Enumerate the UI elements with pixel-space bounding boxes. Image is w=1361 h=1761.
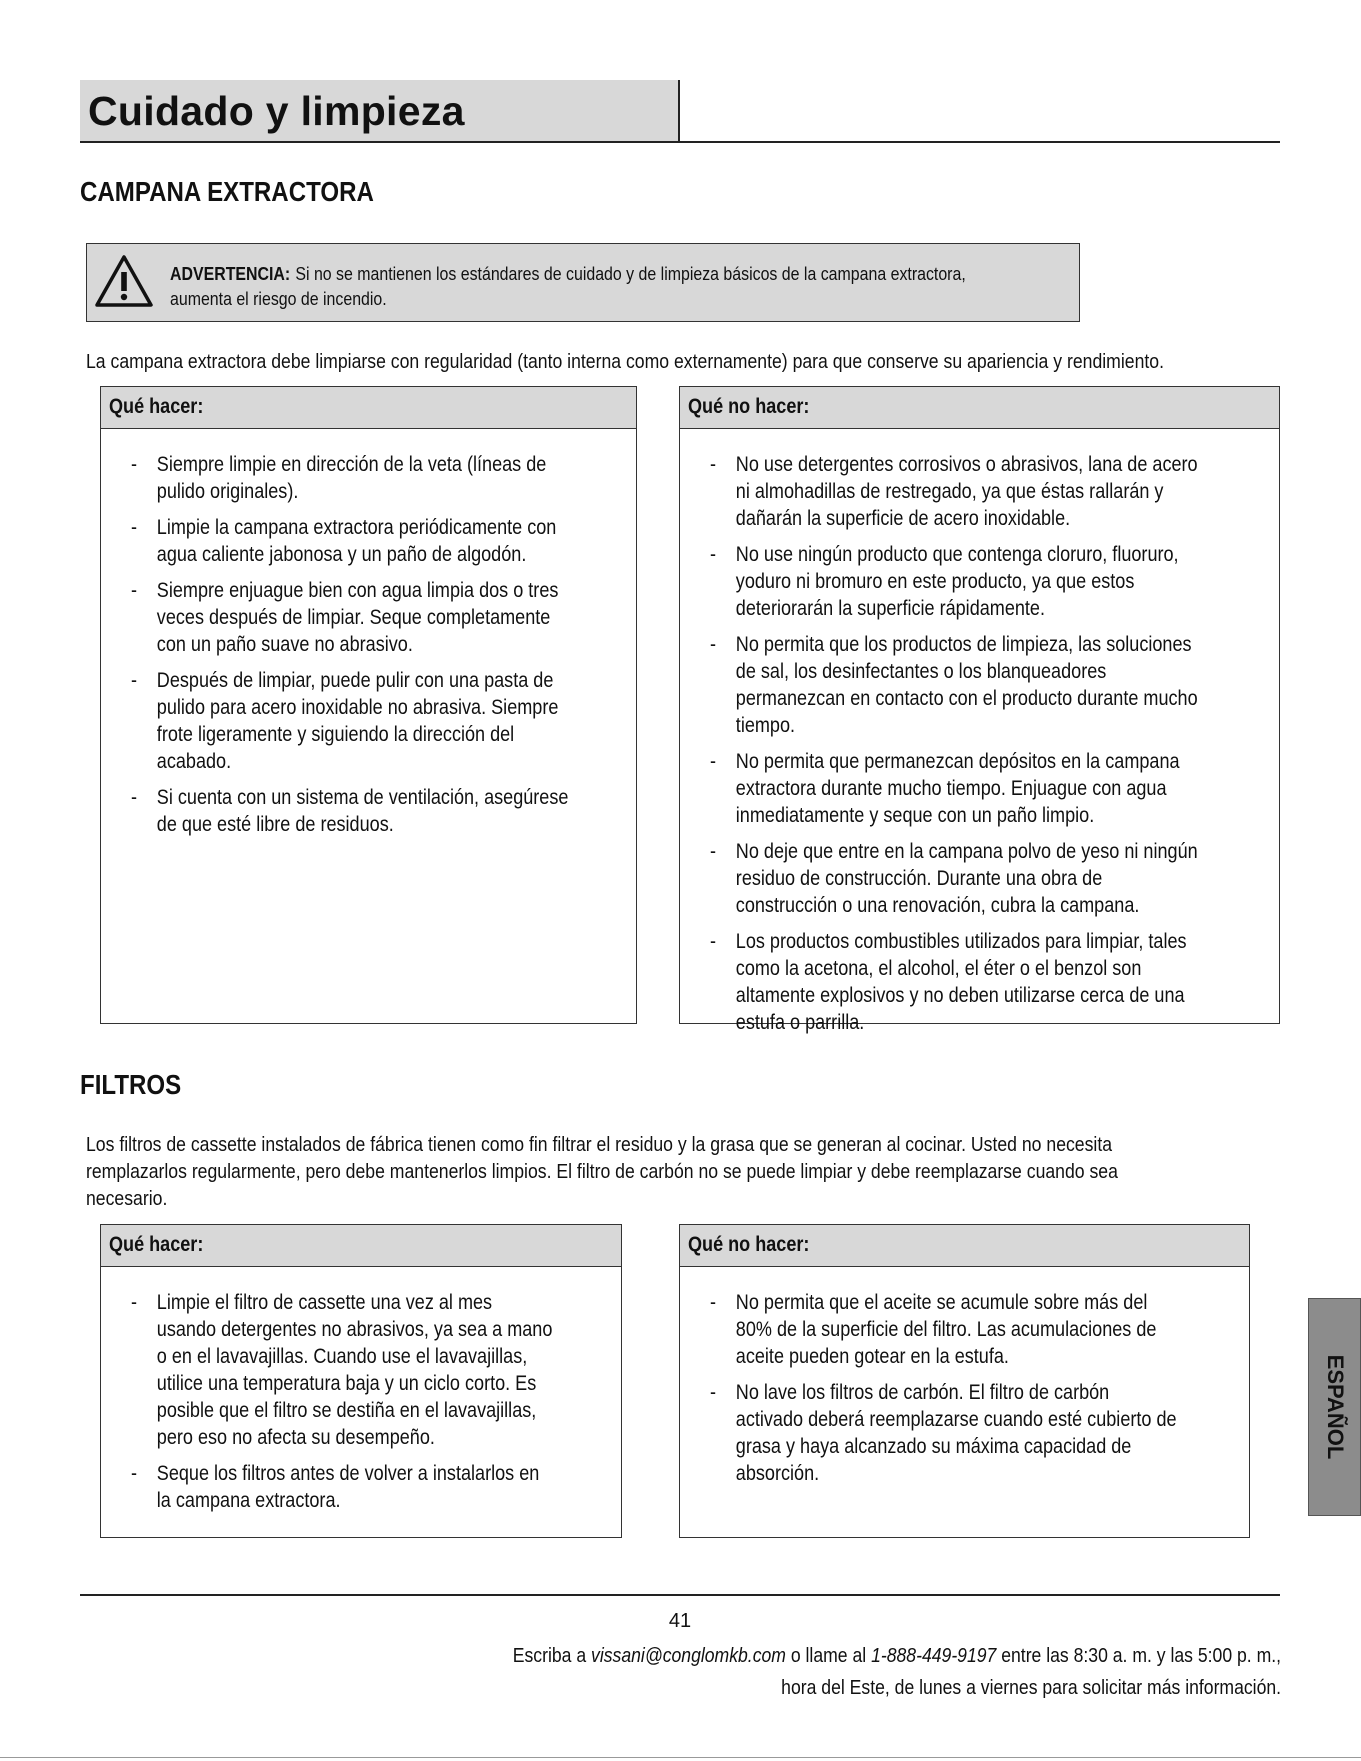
warning-triangle-icon — [93, 252, 155, 310]
warning-box — [86, 243, 1080, 322]
list-item: - No lave los filtros de carbón. El filtro de carbón activado deberá reemplazarse cuando esté cubierto de grasa y haya alcanzado su máxima capacidad de absorción. — [710, 1379, 1180, 1487]
language-tab-label: ESPAÑOL — [1322, 1354, 1348, 1460]
list-item: - Después de limpiar, puede pulir con una pasta de pulido para acero inoxidable no abrasiva. Siempre frote ligeramente y siguiendo la dirección del acabado. — [131, 667, 570, 775]
list-item: - Siempre enjuague bien con agua limpia dos o tres veces después de limpiar. Seque completamente con un paño suave no abrasivo. — [131, 577, 570, 658]
warning-text — [170, 261, 1030, 311]
contact-line-1 — [513, 1642, 1281, 1670]
page-bottom-edge — [0, 1757, 1361, 1758]
warning-label: ADVERTENCIA: — [170, 263, 291, 284]
filters-dont-header — [680, 1225, 1249, 1267]
hood-dont-list — [710, 451, 1288, 1045]
contact-phone[interactable]: 1-888-449-9197 — [871, 1645, 997, 1667]
page-title: Cuidado y limpieza — [88, 88, 465, 134]
filters-do-box — [100, 1224, 622, 1538]
warning-line-2: aumenta el riesgo de incendio. — [170, 288, 387, 309]
hood-do-header — [101, 387, 636, 429]
list-item: - Limpie el filtro de cassette una vez al mes usando detergentes no abrasivos, ya sea a mano o en el lavavajillas. Cuando use el lavavajillas, utilice una temperatura baja y un ciclo corto. Es posible que el filtro se destiña en el lavavajillas, pero eso no afecta su desempeño. — [131, 1289, 556, 1451]
contact-email-link[interactable]: vissani@conglomkb.com — [591, 1645, 786, 1667]
filters-dont-list — [710, 1289, 1257, 1496]
hood-intro-paragraph: La campana extractora debe limpiarse con regularidad (tanto interna como externamente) para que conserve su apariencia y rendimiento. — [86, 350, 1164, 373]
header-divider — [80, 141, 1280, 143]
list-item: - No use detergentes corrosivos o abrasivos, lana de acero ni almohadillas de restregado, ya que éstas rallarán y dañarán la superficie de acero inoxidable. — [710, 451, 1207, 532]
page-number: 41 — [668, 1610, 692, 1632]
filters-dont-box — [679, 1224, 1250, 1538]
contact-pre: Escriba a — [512, 1645, 587, 1667]
filters-do-header — [101, 1225, 621, 1267]
warning-line-1: Si no se mantienen los estándares de cuidado y de limpieza básicos de la campana extractora, — [295, 263, 966, 284]
hood-do-box — [100, 386, 637, 1024]
contact-line-2: hora del Este, de lunes a viernes para solicitar más información. — [781, 1677, 1281, 1699]
language-tab — [1308, 1298, 1361, 1516]
footer-divider — [80, 1594, 1280, 1596]
page-title-banner — [80, 80, 680, 142]
filters-dont-title: Qué no hacer: — [688, 1233, 810, 1256]
list-item: - Limpie la campana extractora periódicamente con agua caliente jabonosa y un paño de algodón. — [131, 514, 570, 568]
hood-dont-box — [679, 386, 1280, 1034]
filters-intro-paragraph: Los filtros de cassette instalados de fábrica tienen como fin filtrar el residuo y la grasa que se generan al cocinar. Usted no necesita remplazarlos regularmente, pero debe mantenerlos limpios. El filtro de carbón no se puede limpiar y debe reemplazarse cuando sea necesario. — [86, 1133, 1118, 1210]
hood-do-title: Qué hacer: — [109, 395, 204, 418]
hood-section-heading: CAMPANA EXTRACTORA — [80, 176, 374, 207]
filters-do-list — [131, 1289, 625, 1523]
list-item: - No permita que los productos de limpieza, las soluciones de sal, los desinfectantes o los blanqueadores permanezcan en contacto con el producto durante mucho tiempo. — [710, 631, 1207, 739]
hood-do-list — [131, 451, 641, 847]
list-item: - Los productos combustibles utilizados para limpiar, tales como la acetona, el alcohol, el éter o el benzol son altamente explosivos y no deben utilizarse cerca de una estufa o parrilla. — [710, 928, 1207, 1036]
list-item: - Si cuenta con un sistema de ventilación, asegúrese de que esté libre de residuos. — [131, 784, 570, 838]
list-item: - No permita que permanezcan depósitos en la campana extractora durante mucho tiempo. Enjuague con agua inmediatamente y seque con un paño limpio. — [710, 748, 1207, 829]
list-item: - No use ningún producto que contenga cloruro, fluoruro, yoduro ni bromuro en este producto, ya que estos deteriorarán la superficie rápidamente. — [710, 541, 1207, 622]
contact-mid: o llame al — [790, 1645, 867, 1667]
list-item: - Siempre limpie en dirección de la veta (líneas de pulido originales). — [131, 451, 570, 505]
list-item: - No permita que el aceite se acumule sobre más del 80% de la superficie del filtro. Las acumulaciones de aceite pueden gotear en la estufa. — [710, 1289, 1180, 1370]
list-item: - Seque los filtros antes de volver a instalarlos en la campana extractora. — [131, 1460, 556, 1514]
hood-dont-title: Qué no hacer: — [688, 395, 810, 418]
filters-do-title: Qué hacer: — [109, 1233, 204, 1256]
filters-section-heading: FILTROS — [80, 1069, 182, 1100]
list-item: - No deje que entre en la campana polvo de yeso ni ningún residuo de construcción. Durante una obra de construcción o una renovación, cubra la campana. — [710, 838, 1207, 919]
hood-dont-header — [680, 387, 1279, 429]
contact-post: entre las 8:30 a. m. y las 5:00 p. m., — [1001, 1645, 1281, 1667]
